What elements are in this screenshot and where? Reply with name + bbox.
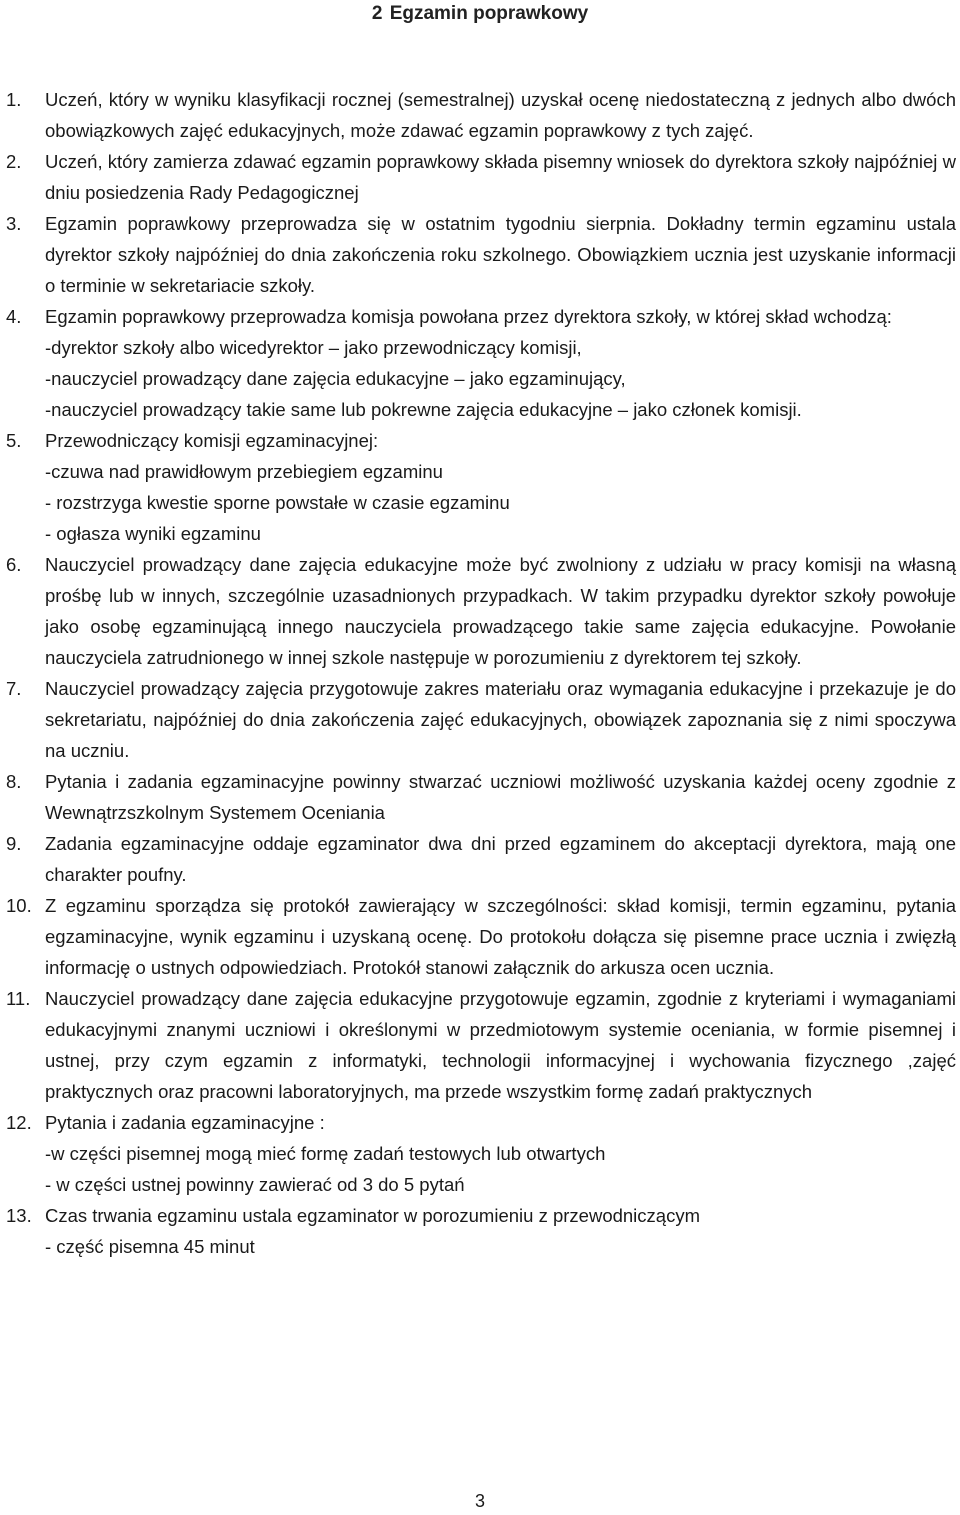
list-item-number: 8. (6, 771, 22, 792)
list-item-text: Nauczyciel prowadzący dane zajęcia edukacyjne przygotowuje egzamin, zgodnie z kryteriami i wymaganiami edukacyjnymi znanymi uczniowi i określonymi w przedmiotowym systemie oceniania, w formie pisemnej i ustnej, przy czym egzamin z informatyki, technologii informacyjnej i wychowania fizycznego ,zajęć praktycznych oraz pracowni laboratoryjnych, ma przede wszystkim formę zadań praktycznych (45, 988, 956, 1102)
list-subitem: -nauczyciel prowadzący dane zajęcia edukacyjne – jako egzaminujący, (45, 368, 626, 389)
list-item-number: 4. (6, 306, 22, 327)
section-heading (0, 0, 960, 30)
list-subitem: -dyrektor szkoły albo wicedyrektor – jako przewodniczący komisji, (45, 337, 582, 358)
numbered-list (6, 84, 956, 1262)
list-item-number: 11. (6, 988, 31, 1009)
list-item-number: 2. (6, 151, 22, 172)
list-item-text: Z egzaminu sporządza się protokół zawierający w szczególności: skład komisji, termin egzaminu, pytania egzaminacyjne, wynik egzaminu i uzyskaną ocenę. Do protokołu dołącza się pisemne prace ucznia i zwięzłą informację o ustnych odpowiedziach. Protokół stanowi załącznik do arkusza ocen ucznia. (45, 895, 956, 978)
list-item (6, 208, 956, 301)
list-item-text: Zadania egzaminacyjne oddaje egzaminator dwa dni przed egzaminem do akceptacji dyrektora, mają one charakter poufny. (45, 833, 956, 885)
list-item-number: 5. (6, 430, 22, 451)
list-item (6, 983, 956, 1107)
list-item (6, 890, 956, 983)
list-item-number: 6. (6, 554, 22, 575)
list-subitem: - ogłasza wyniki egzaminu (45, 523, 261, 544)
list-item-number: 3. (6, 213, 22, 234)
page-number: 3 (474, 1491, 485, 1511)
list-item-number: 10. (6, 895, 32, 916)
list-item-number: 13. (6, 1205, 32, 1226)
list-subitem: -nauczyciel prowadzący takie same lub pokrewne zajęcia edukacyjne – jako członek komisji. (45, 399, 802, 420)
list-item-text: Czas trwania egzaminu ustala egzaminator w porozumieniu z przewodniczącym (45, 1205, 700, 1226)
list-subitem: -w części pisemnej mogą mieć formę zadań testowych lub otwartych (45, 1143, 606, 1164)
list-item-text: Egzamin poprawkowy przeprowadza się w ostatnim tygodniu sierpnia. Dokładny termin egzaminu ustala dyrektor szkoły najpóźniej do dnia zakończenia roku szkolnego. Obowiązkiem ucznia jest uzyskanie informacji o terminie w sekretariacie szkoły. (45, 213, 956, 296)
list-subitem: - część pisemna 45 minut (45, 1236, 255, 1257)
list-item-text: Uczeń, który w wyniku klasyfikacji rocznej (semestralnej) uzyskał ocenę niedostateczną z jednych albo dwóch obowiązkowych zajęć edukacyjnych, może zdawać egzamin poprawkowy z tych zajęć. (45, 89, 956, 141)
list-subitem: - rozstrzyga kwestie sporne powstałe w czasie egzaminu (45, 492, 510, 513)
list-item-text: Egzamin poprawkowy przeprowadza komisja powołana przez dyrektora szkoły, w której skład wchodzą: (45, 306, 892, 327)
list-item (6, 673, 956, 766)
section-title: Egzamin poprawkowy (389, 3, 589, 24)
list-item-text: Uczeń, który zamierza zdawać egzamin poprawkowy składa pisemny wniosek do dyrektora szkoły najpóźniej w dniu posiedzenia Rady Pedagogicznej (45, 151, 956, 203)
list-item (6, 146, 956, 208)
list-item (6, 425, 956, 549)
list-item (6, 301, 956, 425)
list-item (6, 549, 956, 673)
list-item-text: Pytania i zadania egzaminacyjne : (45, 1112, 325, 1133)
list-item-text: Nauczyciel prowadzący zajęcia przygotowuje zakres materiału oraz wymagania edukacyjne i przekazuje je do sekretariatu, najpóźniej do dnia zakończenia zajęć edukacyjnych, obowiązek zapoznania się z nimi spoczywa na uczniu. (45, 678, 956, 761)
list-subitem: - w części ustnej powinny zawierać od 3 do 5 pytań (45, 1174, 465, 1195)
section-number: 2 (371, 3, 383, 24)
list-item (6, 84, 956, 146)
list-subitem: -czuwa nad prawidłowym przebiegiem egzaminu (45, 461, 443, 482)
list-item-number: 7. (6, 678, 22, 699)
list-item-number: 12. (6, 1112, 32, 1133)
list-item-text: Pytania i zadania egzaminacyjne powinny stwarzać uczniowi możliwość uzyskania każdej oceny zgodnie z Wewnątrzszkolnym Systemem Oceniania (45, 771, 956, 823)
list-item (6, 1107, 956, 1200)
list-item-number: 9. (6, 833, 22, 854)
list-item (6, 766, 956, 828)
list-item-text: Przewodniczący komisji egzaminacyjnej: (45, 430, 379, 451)
list-item-number: 1. (6, 89, 22, 110)
list-item (6, 828, 956, 890)
list-item-text: Nauczyciel prowadzący dane zajęcia edukacyjne może być zwolniony z udziału w pracy komisji na własną prośbę lub w innych, szczególnie uzasadnionych przypadkach. W takim przypadku dyrektor szkoły powołuje jako osobę egzaminującą innego nauczyciela prowadzącego takie same zajęcia edukacyjne. Powołanie nauczyciela zatrudnionego w innej szkole następuje w porozumieniu z dyrektorem tej szkoły. (45, 554, 956, 668)
list-item (6, 1200, 956, 1262)
